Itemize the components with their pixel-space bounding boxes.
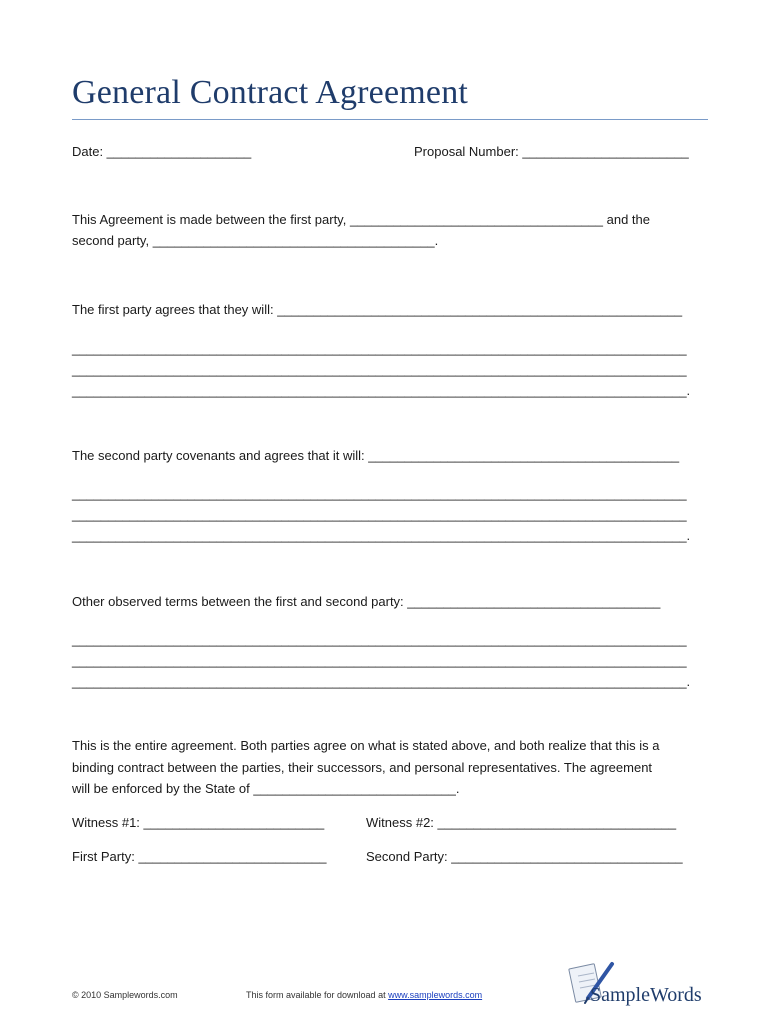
samplewords-logo[interactable] xyxy=(566,958,706,1010)
witness-1-field[interactable]: Witness #1: _________________________ xyxy=(72,815,325,830)
second-party-blank-line[interactable]: _____________________________________________________________________________________. xyxy=(72,528,691,543)
proposal-number-field[interactable]: Proposal Number: _______________________ xyxy=(414,144,689,159)
first-party-blank-line[interactable]: _____________________________________________________________________________________ xyxy=(72,341,687,356)
second-party-covenants-label[interactable]: The second party covenants and agrees that it will: ___________________________________________ xyxy=(72,448,680,463)
closing-paragraph: This is the entire agreement. Both parties agree on what is stated above, and both realize that this is a binding contract between the parties, their successors, and personal representatives. The agreement will be enforced by the State of ____________________________. xyxy=(72,738,660,796)
first-party-blank-line[interactable]: _____________________________________________________________________________________ xyxy=(72,362,687,377)
witness-2-field[interactable]: Witness #2: _________________________________ xyxy=(366,815,677,830)
second-party-blank-line[interactable]: _____________________________________________________________________________________ xyxy=(72,507,687,522)
first-party-signature-field[interactable]: First Party: __________________________ xyxy=(72,849,327,864)
second-party-signature-field[interactable]: Second Party: ________________________________ xyxy=(366,849,683,864)
other-terms-label[interactable]: Other observed terms between the first and second party: ___________________________________ xyxy=(72,594,661,609)
title-divider xyxy=(72,119,708,120)
second-party-blank-line[interactable]: _____________________________________________________________________________________ xyxy=(72,486,687,501)
other-terms-blank-line[interactable]: _____________________________________________________________________________________. xyxy=(72,674,691,689)
download-note-text: This form available for download at xyxy=(246,990,386,1000)
first-party-blank-line[interactable]: _____________________________________________________________________________________. xyxy=(72,383,691,398)
page-title: General Contract Agreement xyxy=(72,74,469,111)
download-note xyxy=(246,990,482,1001)
first-party-obligations-label[interactable]: The first party agrees that they will: ________________________________________________________ xyxy=(72,302,683,317)
other-terms-blank-line[interactable]: _____________________________________________________________________________________ xyxy=(72,653,687,668)
agreement-parties-line-1[interactable]: This Agreement is made between the first party, ___________________________________ and the xyxy=(72,212,650,227)
agreement-parties-line-2[interactable]: second party, _______________________________________. xyxy=(72,233,439,248)
other-terms-blank-line[interactable]: _____________________________________________________________________________________ xyxy=(72,632,687,647)
logo-wordmark: SampleWords xyxy=(590,984,702,1006)
date-field[interactable]: Date: ____________________ xyxy=(72,144,252,159)
copyright-notice: © 2010 Samplewords.com xyxy=(72,990,178,1000)
download-link[interactable]: www.samplewords.com xyxy=(388,990,483,1000)
